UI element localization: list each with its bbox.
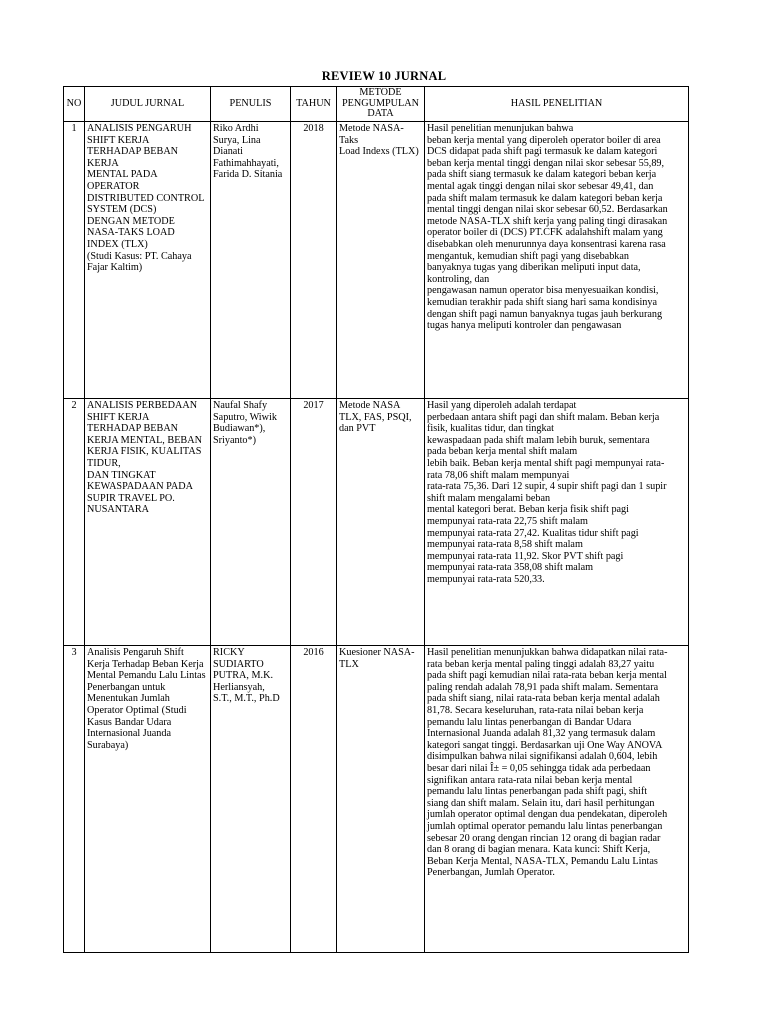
table-row bbox=[64, 122, 689, 399]
header-judul: JUDUL JURNAL bbox=[85, 87, 211, 122]
cell-penulis: Naufal Shafy Saputro, Wiwik Budiawan*), Sriyanto*) bbox=[211, 399, 291, 646]
review-table bbox=[63, 86, 689, 953]
cell-no: 2 bbox=[64, 399, 85, 646]
cell-tahun: 2016 bbox=[291, 646, 337, 953]
header-tahun: TAHUN bbox=[291, 87, 337, 122]
header-metode: METODE PENGUMPULAN DATA bbox=[337, 87, 425, 122]
document-title: REVIEW 10 JURNAL bbox=[321, 69, 447, 83]
table-row bbox=[64, 646, 689, 953]
header-no: NO bbox=[64, 87, 85, 122]
header-hasil: HASIL PENELITIAN bbox=[425, 87, 689, 122]
table-row bbox=[64, 399, 689, 646]
cell-penulis: Riko Ardhi Surya, Lina Dianati Fathimahhayati, Farida D. Sitania bbox=[211, 122, 291, 399]
cell-metode: Kuesioner NASA- TLX bbox=[337, 646, 425, 953]
cell-judul: ANALISIS PENGARUH SHIFT KERJA TERHADAP BEBAN KERJA MENTAL PADA OPERATOR DISTRIBUTED CONTROL SYSTEM (DCS) DENGAN METODE NASA-TAKS LOAD INDEX (TLX) (Studi Kasus: PT. Cahaya Fajar Kaltim) bbox=[85, 122, 211, 399]
cell-hasil: Hasil penelitian menunjukan bahwa beban kerja mental yang diperoleh operator boiler di area DCS didapat pada shift pagi termasuk ke dalam kategori beban kerja mental tinggi dengan nilai skor sebesar 55,89, pada shift siang termasuk ke dalam kategori beban kerja mental agak tinggi dengan nilai skor sebesar 49,41, dan pada shift malam termasuk ke dalam kategori beban kerja mental tinggi dengan nilai skor sebesar 60,52. Berdasarkan metode NASA-TLX shift kerja yang paling tingi dirasakan operator boiler di (DCS) PT.CFK adalahshift malam yang disebabkan oleh menurunnya daya konsentrasi karena rasa mengantuk, kemudian shift pagi yang disebabkan banyaknya tugas yang diberikan meliputi input data, kontroling, dan pengawasan namun operator bisa menyesuaikan kondisi, kemudian terakhir pada shift siang hari sama kondisinya dengan shift pagi namun banyaknya tugas jauh berkurang tugas hanya meliputi kontroler dan pengawasan bbox=[425, 122, 689, 399]
cell-metode: Metode NASA TLX, FAS, PSQI, dan PVT bbox=[337, 399, 425, 646]
cell-no: 3 bbox=[64, 646, 85, 953]
table-header-row bbox=[64, 87, 689, 122]
header-penulis: PENULIS bbox=[211, 87, 291, 122]
cell-metode: Metode NASA- Taks Load Indexs (TLX) bbox=[337, 122, 425, 399]
cell-penulis: RICKY SUDIARTO PUTRA, M.K. Herliansyah, S.T., M.T., Ph.D bbox=[211, 646, 291, 953]
cell-hasil: Hasil penelitian menunjukkan bahwa didapatkan nilai rata- rata beban kerja mental paling tinggi adalah 83,27 yaitu pada shift pagi kemudian nilai rata-rata beban kerja mental paling rendah adalah 78,91 pada shift malam. Sementara pada shift siang, nilai rata-rata beban kerja mental adalah 81,78. Secara keseluruhan, rata-rata nilai beban kerja pemandu lalu lintas penerbangan di Bandar Udara Internasional Juanda adalah 81,32 yang termasuk dalam kategori sangat tinggi. Berdasarkan uji One Way ANOVA disimpulkan bahwa nilai signifikansi adalah 0,604, lebih besar dari nilai Î± = 0,05 sehingga tidak ada perbedaan signifikan antara rata-rata nilai beban kerja mental pemandu lalu lintas penerbangan pada shift pagi, shift siang dan shift malam. Selain itu, dari hasil perhitungan jumlah operator optimal dengan dua pendekatan, diperoleh jumlah optimal operator pemandu lalu lintas penerbangan sebesar 20 orang dengan rincian 12 orang di bagian radar dan 8 orang di bagian menara. Kata kunci: Shift Kerja, Beban Kerja Mental, NASA-TLX, Pemandu Lalu Lintas Penerbangan, Jumlah Operator. bbox=[425, 646, 689, 953]
cell-tahun: 2017 bbox=[291, 399, 337, 646]
cell-hasil: Hasil yang diperoleh adalah terdapat perbedaan antara shift pagi dan shift malam. Beban kerja fisik, kualitas tidur, dan tingkat kewaspadaan pada shift malam lebih buruk, sementara pada beban kerja mental shift malam lebih baik. Beban kerja mental shift pagi mempunyai rata- rata 78,06 shift malam mempunyai rata-rata 75,36. Dari 12 supir, 4 supir shift pagi dan 1 supir shift malam mengalami beban mental kategori berat. Beban kerja fisik shift pagi mempunyai rata-rata 22,75 shift malam mempunyai rata-rata 27,42. Kualitas tidur shift pagi mempunyai rata-rata 8,58 shift malam mempunyai rata-rata 11,92. Skor PVT shift pagi mempunyai rata-rata 358,08 shift malam mempunyai rata-rata 520,33. bbox=[425, 399, 689, 646]
cell-no: 1 bbox=[64, 122, 85, 399]
cell-judul: Analisis Pengaruh Shift Kerja Terhadap Beban Kerja Mental Pemandu Lalu Lintas Penerbangan untuk Menentukan Jumlah Operator Optimal (Studi Kasus Bandar Udara Internasional Juanda Surabaya) bbox=[85, 646, 211, 953]
cell-tahun: 2018 bbox=[291, 122, 337, 399]
cell-judul: ANALISIS PERBEDAAN SHIFT KERJA TERHADAP BEBAN KERJA MENTAL, BEBAN KERJA FISIK, KUALITAS TIDUR, DAN TINGKAT KEWASPADAAN PADA SUPIR TRAVEL PO. NUSANTARA bbox=[85, 399, 211, 646]
